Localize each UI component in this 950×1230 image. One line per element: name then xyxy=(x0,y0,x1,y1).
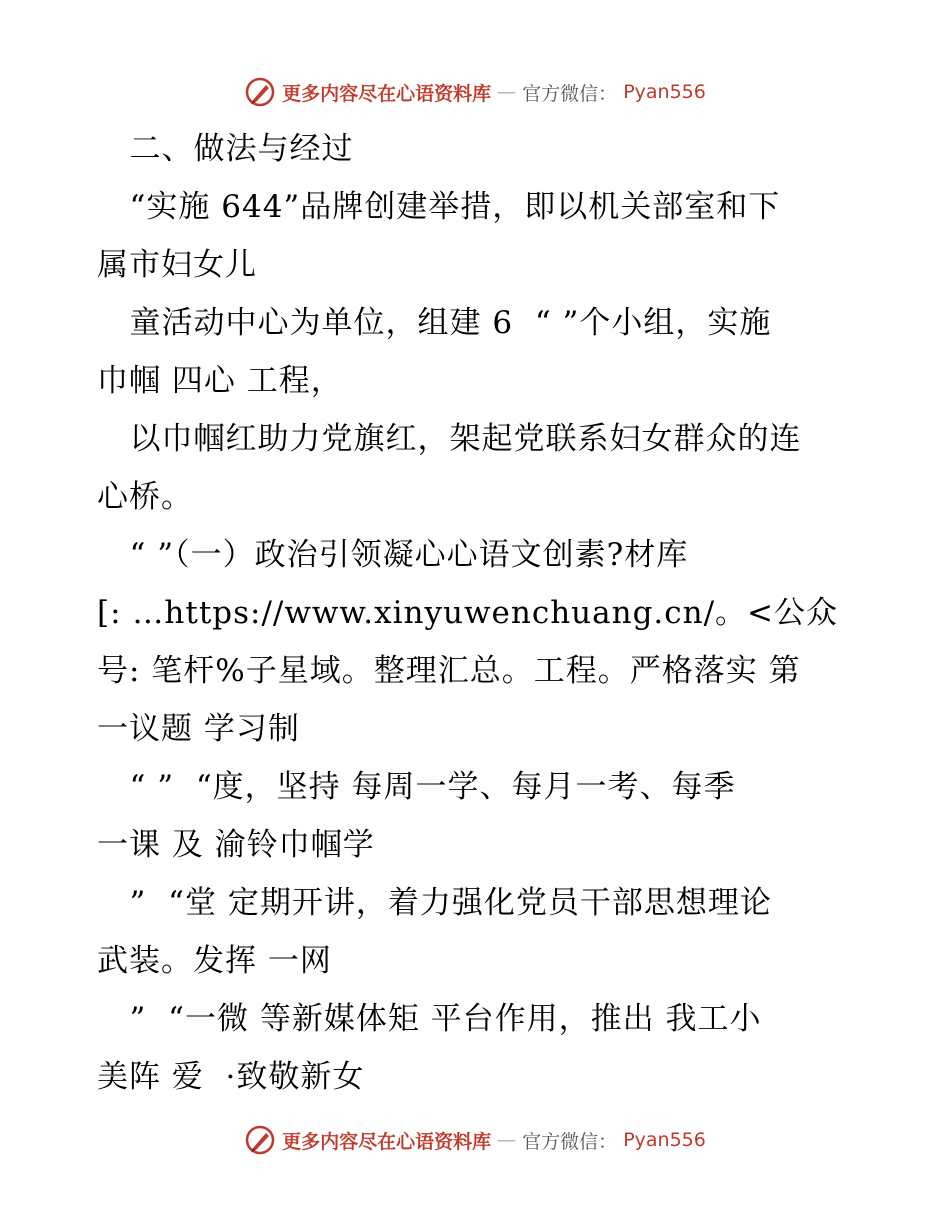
body-line: 武装。发挥 一网 xyxy=(97,943,332,979)
banner-wechat-id: Pyan556 xyxy=(623,1129,706,1151)
body-line: [: …https://www.xinyuwenchuang.cn/。<公众 xyxy=(97,595,839,631)
body-line: 美阵 爱 ·致敬新女 xyxy=(97,1059,365,1095)
footer-banner xyxy=(0,1120,950,1160)
quill-pen-circle-icon xyxy=(244,76,276,108)
body-line: 以巾帼红助力党旗红，架起党联系妇女群众的连 xyxy=(97,421,802,457)
banner-wechat-id: Pyan556 xyxy=(623,81,706,103)
banner-wechat-label: 官方微信： xyxy=(522,1130,618,1153)
quill-pen-circle-icon xyxy=(244,1124,276,1156)
banner-separator: — xyxy=(497,1129,517,1151)
body-line: ” “堂 定期开讲，着力强化党员干部思想理论 xyxy=(97,885,772,921)
body-line: 号: 笔杆%子星域。整理汇总。工程。严格落实 第 xyxy=(97,653,801,689)
body-line: 巾帼 四心 工程， xyxy=(97,363,343,399)
banner-main-text: 更多内容尽在心语资料库 xyxy=(282,1130,492,1153)
body-line: “ ”（一）政治引领凝心心语文创素?材库 xyxy=(97,537,689,573)
body-line: 一议题 学习制 xyxy=(97,711,300,747)
body-line: “实施 644”品牌创建举措，即以机关部室和下 xyxy=(97,189,781,225)
header-banner xyxy=(0,72,950,112)
body-line: “ ” “度，坚持 每周一学、每月一考、每季 xyxy=(97,769,736,805)
banner-wechat-label: 官方微信： xyxy=(522,82,618,105)
banner-main-text: 更多内容尽在心语资料库 xyxy=(282,82,492,105)
body-line: 属市妇女儿 xyxy=(97,247,257,283)
body-line: 心桥。 xyxy=(97,479,193,515)
body-line: ” “一微 等新媒体矩 平台作用，推出 我工小 xyxy=(97,1001,762,1037)
body-line: 一课 及 渝铃巾帼学 xyxy=(97,827,375,863)
banner-separator: — xyxy=(497,81,517,103)
body-line: 二、做法与经过 xyxy=(97,131,354,167)
body-line: 童活动中心为单位，组建 6 “ ”个小组，实施 xyxy=(97,305,772,341)
document-body xyxy=(97,120,857,1106)
